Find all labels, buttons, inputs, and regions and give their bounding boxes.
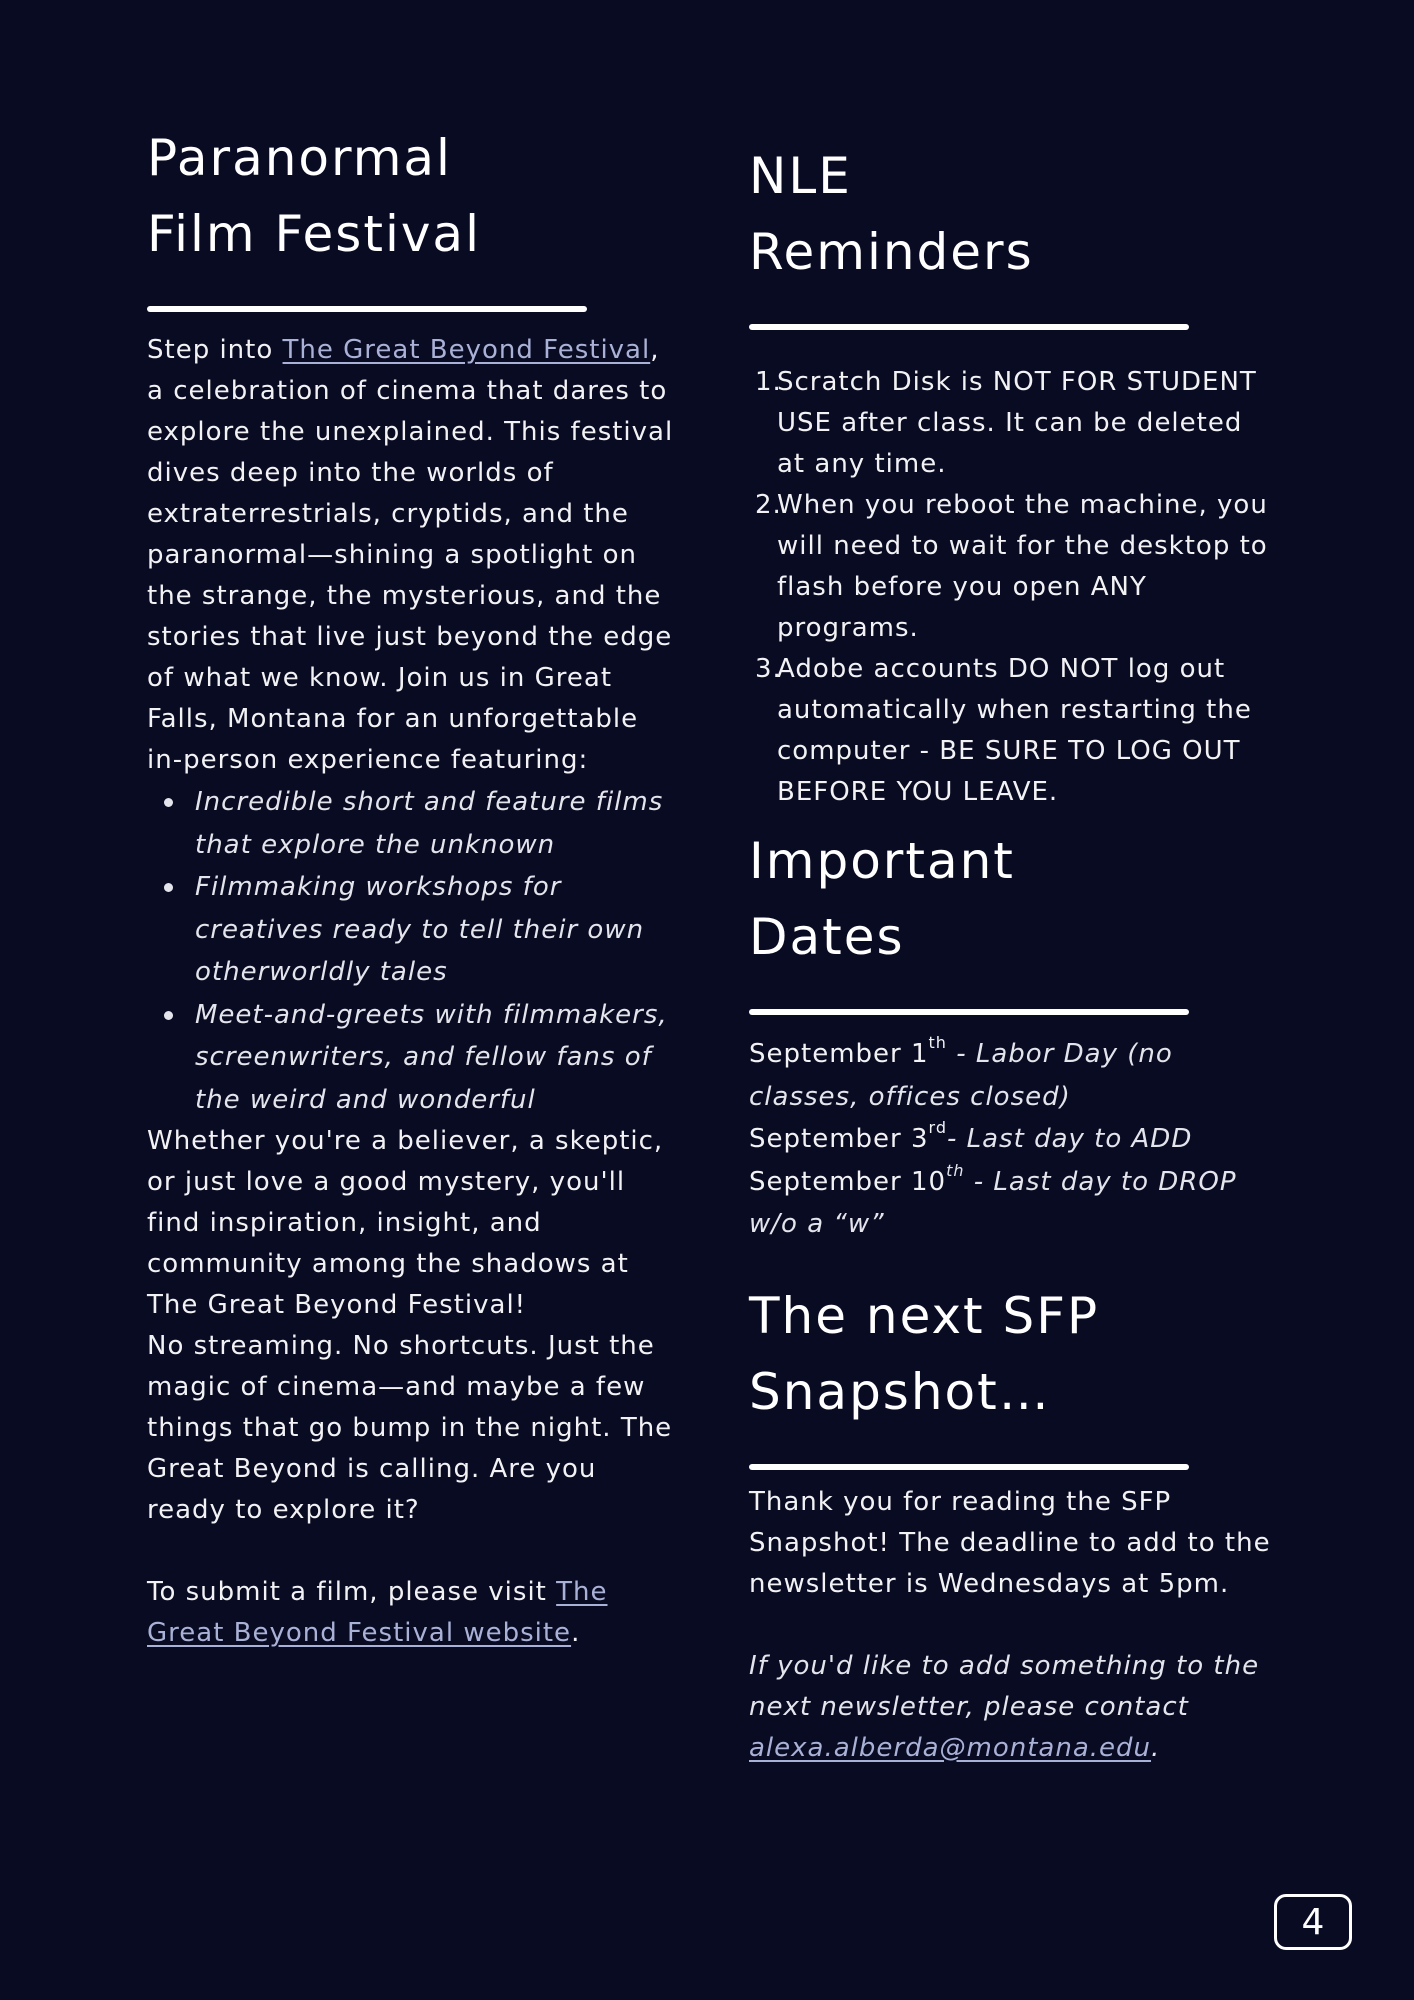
snapshot-contact-period: .	[1151, 1732, 1161, 1763]
snapshot-contact	[749, 1646, 1279, 1769]
page-number-badge	[1274, 1894, 1352, 1950]
date-separator: -	[964, 1166, 994, 1197]
festival-title-line2: Film Festival	[147, 205, 481, 263]
snapshot-thanks: Thank you for reading the SFP Snapshot! The deadline to add to the newsletter is Wednesdays at 5pm.	[749, 1486, 1271, 1599]
snapshot-title	[749, 1278, 1279, 1430]
date-separator: -	[946, 1039, 976, 1069]
dates-title	[749, 823, 1279, 975]
nle-title-underline	[749, 324, 1189, 330]
list-item	[749, 362, 1279, 485]
festival-title	[147, 120, 677, 272]
date-label: September 3	[749, 1124, 929, 1154]
festival-submit	[147, 1572, 677, 1654]
date-description: Last day to ADD	[966, 1124, 1193, 1154]
dates-title-underline	[749, 1009, 1189, 1015]
list-number: 1.	[755, 367, 782, 397]
festival-para-no-streaming: No streaming. No shortcuts. Just the magic of cinema—and maybe a few things that go bump in the night. The Great Beyond is calling. Are you ready to explore it?	[147, 1331, 673, 1525]
date-entry	[749, 1161, 1279, 1246]
festival-submit-lead: To submit a film, please visit	[147, 1577, 557, 1607]
date-label: September 10	[749, 1166, 947, 1197]
great-beyond-festival-link[interactable]: The Great Beyond Festival	[282, 335, 651, 365]
dates-list	[749, 1033, 1279, 1246]
date-separator: -	[946, 1124, 967, 1154]
date-entry	[749, 1118, 1279, 1161]
contact-email-link[interactable]: alexa.alberda@montana.edu	[749, 1732, 1152, 1763]
list-number: 3.	[755, 654, 782, 684]
nle-title	[749, 138, 1279, 290]
festival-intro-lead: Step into	[147, 335, 283, 365]
festival-features-list	[147, 781, 677, 1121]
date-label: September 1	[749, 1039, 929, 1069]
nle-title-line2: Reminders	[749, 223, 1034, 281]
date-description: Last day to DROP w/o a “w”	[749, 1166, 1237, 1239]
festival-intro	[147, 330, 677, 781]
festival-website-link[interactable]: The Great Beyond Festival website	[147, 1577, 608, 1648]
festival-para-spacer	[147, 1531, 677, 1572]
nle-title-line1: NLE	[749, 147, 852, 205]
date-suffix: th	[946, 1160, 965, 1180]
snapshot-spacer	[749, 1605, 1279, 1646]
festival-submit-period: .	[571, 1618, 581, 1648]
date-suffix: th	[928, 1033, 947, 1053]
right-column	[749, 0, 1279, 1769]
reminder-text: When you reboot the machine, you will need to wait for the desktop to flash before you open ANY programs.	[777, 490, 1268, 643]
festival-title-underline	[147, 306, 587, 312]
list-item	[749, 649, 1279, 813]
list-item: Filmmaking workshops for creatives ready to tell their own otherworldly tales	[195, 866, 677, 994]
date-suffix: rd	[928, 1118, 947, 1138]
snapshot-contact-text: If you'd like to add something to the next newsletter, please contact	[749, 1650, 1260, 1722]
nle-reminders-list	[749, 362, 1279, 813]
list-item: Meet-and-greets with filmmakers, screenwriters, and fellow fans of the weird and wonderful	[195, 994, 677, 1122]
list-number: 2.	[755, 490, 782, 520]
list-item: Incredible short and feature films that explore the unknown	[195, 781, 677, 866]
dates-title-line1: Important	[749, 832, 1015, 890]
festival-title-line1: Paranormal	[147, 129, 452, 187]
date-entry	[749, 1033, 1279, 1118]
festival-para-believer: Whether you're a believer, a skeptic, or just love a good mystery, you'll find inspiration, insight, and community among the shadows at The Great Beyond Festival!	[147, 1126, 664, 1320]
snapshot-title-underline	[749, 1464, 1189, 1470]
date-description: Labor Day (no classes, offices closed)	[749, 1039, 1173, 1112]
page-number: 4	[1301, 1901, 1325, 1943]
festival-intro-body: , a celebration of cinema that dares to explore the unexplained. This festival dives deep into the worlds of extraterrestrials, cryptids, and the paranormal—shining a spotlight on the strange, the mysterious, and the stories that live just beyond the edge of what we know. Join us in Great Falls, Montana for an unforgettable in-person experience featuring:	[147, 335, 674, 775]
reminder-text: Scratch Disk is NOT FOR STUDENT USE after class. It can be deleted at any time.	[777, 367, 1257, 479]
snapshot-title-line1: The next SFP	[749, 1286, 1100, 1345]
dates-title-line2: Dates	[749, 908, 905, 966]
snapshot-title-line2: Snapshot…	[749, 1362, 1051, 1421]
reminder-text: Adobe accounts DO NOT log out automatically when restarting the computer - BE SURE TO LOG OUT BEFORE YOU LEAVE.	[777, 654, 1252, 807]
festival-section	[147, 0, 677, 1654]
list-item	[749, 485, 1279, 649]
